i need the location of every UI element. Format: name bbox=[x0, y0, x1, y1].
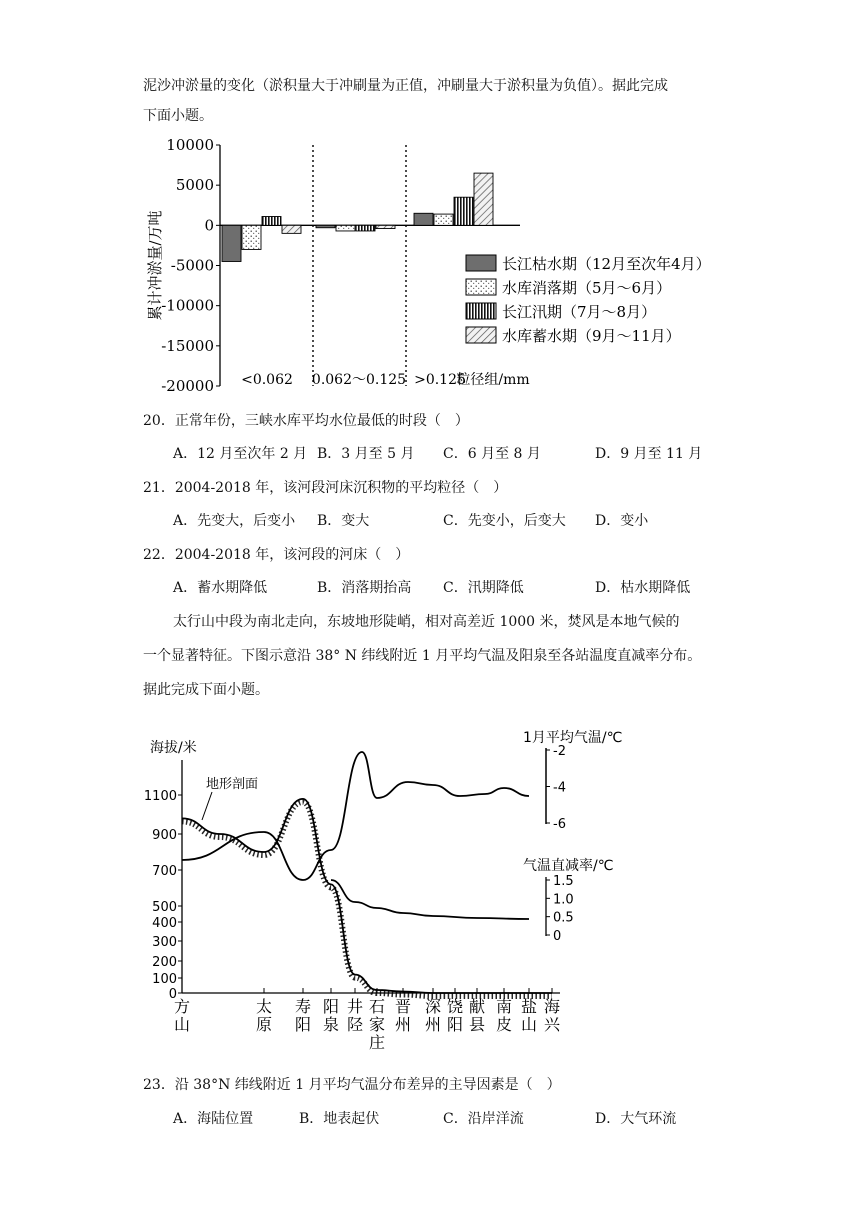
legend-swatch bbox=[466, 327, 496, 343]
bar bbox=[356, 225, 375, 231]
temperature-line bbox=[182, 752, 529, 880]
bar bbox=[376, 225, 395, 228]
y-tick-label: 5000 bbox=[175, 176, 214, 195]
terrain-annotation: 地形剖面 bbox=[206, 777, 259, 792]
bar bbox=[454, 197, 473, 225]
q23-option-a[interactable]: A．海陆位置 bbox=[173, 1111, 254, 1127]
y-tick-label: 200 bbox=[152, 955, 177, 970]
bar bbox=[282, 225, 301, 233]
station-label: 深 bbox=[424, 997, 442, 1016]
station-label: 山 bbox=[173, 1015, 191, 1034]
terrain-temperature-chart bbox=[140, 720, 660, 1065]
x-axis-label: 粒径组/mm bbox=[456, 372, 530, 388]
lapse-tick-label: 1.5 bbox=[553, 874, 574, 889]
station-label: 太 bbox=[255, 997, 273, 1016]
station-label: 阳 bbox=[294, 1015, 312, 1034]
station-label: 寿 bbox=[294, 997, 312, 1016]
station-label: 阳 bbox=[446, 1015, 464, 1034]
lapse-tick-label: 0 bbox=[553, 929, 562, 944]
lapse-axis-label: 气温直减率/℃ bbox=[523, 858, 614, 874]
station-label: 皮 bbox=[495, 1015, 513, 1034]
bar bbox=[414, 213, 433, 225]
intro2-line-1: 太行山中段为南北走向，东坡地形陡峭，相对高差近 1000 米，焚风是本地气候的 bbox=[173, 614, 680, 630]
y-tick-label: 500 bbox=[152, 900, 177, 915]
q23-option-c[interactable]: C．沿岸洋流 bbox=[443, 1111, 524, 1127]
category-label: 0.062～0.125 bbox=[311, 372, 407, 388]
terrain-hatch bbox=[182, 802, 552, 996]
station-label: 晋 bbox=[394, 997, 412, 1016]
station-label: 南 bbox=[495, 997, 513, 1016]
y-tick-label: 300 bbox=[152, 935, 177, 950]
intro-line-2: 下面小题。 bbox=[143, 108, 213, 124]
temp-tick-label: -6 bbox=[553, 817, 566, 832]
y-tick-label: -15000 bbox=[161, 336, 214, 355]
temp-tick-label: -2 bbox=[553, 744, 566, 759]
bar bbox=[336, 225, 355, 231]
q20-stem: 20．正常年份，三峡水库平均水位最低的时段（ ） bbox=[143, 413, 469, 429]
lapse-tick-label: 0.5 bbox=[553, 910, 574, 926]
q21-option-d[interactable]: D．变小 bbox=[595, 513, 649, 529]
station-label: 州 bbox=[394, 1015, 412, 1034]
q21-option-c[interactable]: C．先变小，后变大 bbox=[443, 513, 566, 529]
y-tick-label: 700 bbox=[152, 864, 177, 879]
station-label: 石 bbox=[368, 997, 386, 1016]
category-label: >0.125 bbox=[414, 372, 466, 388]
temp-axis-label: 1月平均气温/℃ bbox=[523, 730, 623, 746]
q23-option-b[interactable]: B．地表起伏 bbox=[299, 1111, 380, 1127]
q22-option-c[interactable]: C．汛期降低 bbox=[443, 580, 524, 596]
category-label: <0.062 bbox=[241, 372, 293, 388]
legend-entry: 长江枯水期（12月至次年4月） bbox=[502, 255, 711, 273]
q20-option-c[interactable]: C．6 月至 8 月 bbox=[443, 446, 541, 462]
legend-swatch bbox=[466, 255, 496, 271]
y-tick-label: -20000 bbox=[161, 377, 214, 395]
legend-entry: 长江汛期（7月～8月） bbox=[502, 303, 657, 321]
y-tick-label: 900 bbox=[152, 828, 177, 843]
temp-tick-label: -4 bbox=[553, 780, 566, 796]
y-axis-label: 累计冲淤量/万吨 bbox=[146, 210, 164, 321]
y-tick-label: 100 bbox=[152, 972, 177, 987]
bar bbox=[316, 225, 335, 227]
bar bbox=[434, 214, 453, 225]
q23-stem: 23．沿 38°N 纬线附近 1 月平均气温分布差异的主导因素是（ ） bbox=[143, 1077, 561, 1093]
bar bbox=[222, 225, 241, 261]
q22-option-a[interactable]: A．蓄水期降低 bbox=[173, 580, 268, 596]
q20-option-a[interactable]: A．12 月至次年 2 月 bbox=[173, 446, 308, 462]
q21-option-b[interactable]: B．变大 bbox=[317, 513, 370, 529]
station-label: 兴 bbox=[543, 1015, 561, 1034]
station-label: 庄 bbox=[368, 1033, 386, 1052]
intro2-line-2: 一个显著特征。下图示意沿 38° N 纬线附近 1 月平均气温及阳泉至各站温度直减率分布。 bbox=[143, 648, 702, 664]
intro2-line-3: 据此完成下面小题。 bbox=[143, 682, 269, 698]
y-tick-label: -5000 bbox=[170, 256, 214, 275]
terrain-profile-line bbox=[182, 799, 552, 993]
y-tick-label: 0 bbox=[168, 987, 177, 1002]
station-label: 县 bbox=[468, 1015, 486, 1034]
station-label: 饶 bbox=[446, 997, 464, 1016]
lapse-tick-label: 1.0 bbox=[553, 892, 574, 908]
q22-option-d[interactable]: D．枯水期降低 bbox=[595, 580, 691, 596]
y-tick-label: -10000 bbox=[161, 296, 214, 315]
y-tick-label: 10000 bbox=[166, 136, 214, 154]
q20-option-b[interactable]: B．3 月至 5 月 bbox=[317, 446, 415, 462]
station-label: 献 bbox=[468, 997, 486, 1016]
station-label: 方 bbox=[173, 997, 191, 1016]
bar bbox=[262, 216, 281, 225]
intro-line-1: 泥沙冲淤量的变化（淤积量大于冲刷量为正值，冲刷量大于淤积量为负值）。据此完成 bbox=[143, 78, 668, 94]
y-axis-label: 海拔/米 bbox=[150, 740, 197, 756]
bar bbox=[474, 173, 493, 225]
lapse-rate-line bbox=[331, 880, 529, 919]
station-label: 盐 bbox=[520, 997, 538, 1016]
legend-swatch bbox=[466, 303, 496, 319]
sediment-bar-chart bbox=[130, 135, 730, 397]
bar bbox=[242, 225, 261, 249]
q20-option-d[interactable]: D．9 月至 11 月 bbox=[595, 446, 703, 462]
legend-entry: 水库蓄水期（9月～11月） bbox=[502, 327, 681, 345]
station-label: 州 bbox=[424, 1015, 442, 1034]
station-label: 家 bbox=[368, 1015, 386, 1034]
legend-entry: 水库消落期（5月～6月） bbox=[502, 279, 672, 297]
q22-option-b[interactable]: B．消落期抬高 bbox=[317, 580, 412, 596]
station-label: 泉 bbox=[322, 1015, 340, 1034]
y-tick-label: 400 bbox=[152, 916, 177, 931]
legend-swatch bbox=[466, 279, 496, 295]
q21-option-a[interactable]: A．先变大，后变小 bbox=[173, 513, 296, 529]
q22-stem: 22．2004-2018 年，该河段的河床（ ） bbox=[143, 547, 410, 563]
station-label: 原 bbox=[255, 1015, 273, 1034]
station-label: 陉 bbox=[346, 1015, 364, 1034]
y-tick-label: 0 bbox=[204, 216, 214, 235]
station-label: 海 bbox=[543, 997, 561, 1016]
y-tick-label: 1100 bbox=[143, 789, 177, 804]
station-label: 山 bbox=[520, 1015, 538, 1034]
station-label: 井 bbox=[346, 997, 364, 1016]
station-label: 阳 bbox=[322, 997, 340, 1016]
q23-option-d[interactable]: D．大气环流 bbox=[595, 1111, 677, 1127]
annotation-leader bbox=[202, 792, 212, 820]
q21-stem: 21．2004-2018 年，该河段河床沉积物的平均粒径（ ） bbox=[143, 480, 508, 496]
